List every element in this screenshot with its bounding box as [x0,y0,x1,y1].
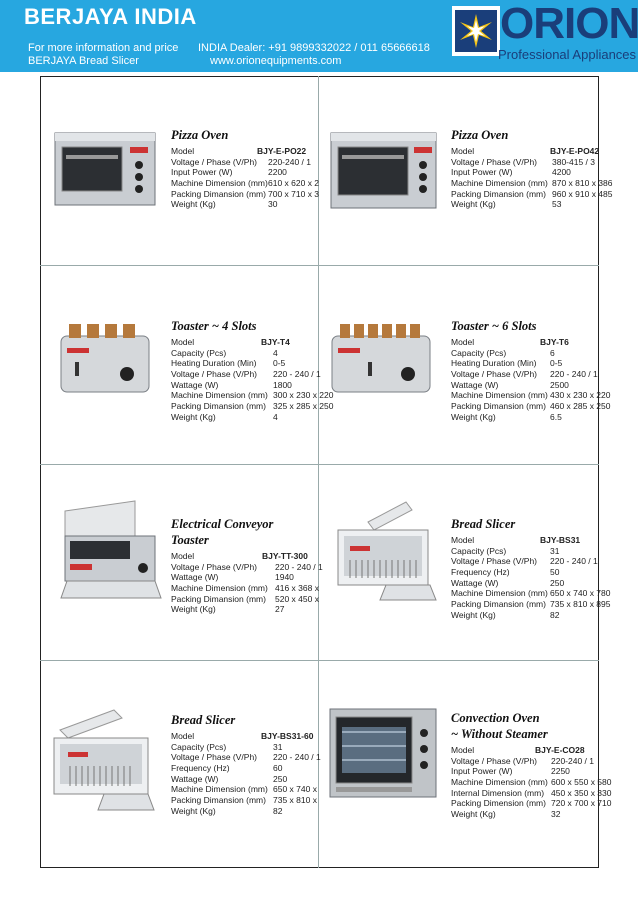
spec-value: 325 x 285 x 250 [273,401,334,412]
spec-value: 60 [273,763,283,774]
spec-label: Model [171,731,195,741]
spec-row [171,731,318,742]
model-number: BJY-TT-300 [262,551,308,561]
spec-row [451,809,600,820]
spec-label: Model [171,551,195,561]
spec-row [171,412,318,423]
model-number: BJY-E-PO42 [550,146,600,156]
spec-value: 4200 [552,167,571,178]
spec-label: Machine Dimension (mm) [451,588,548,599]
spec-value: 30 [268,199,278,210]
spec-row [171,167,318,178]
spec-label: Wattage (W) [451,379,499,390]
starburst-icon [452,6,500,56]
spec-row [451,798,612,809]
spec-label: Wattage (W) [171,572,219,583]
spec-label: Packing Dimansion (mm) [451,599,546,610]
spec-value: 220 - 240 / 1 [550,369,598,380]
spec-row [171,157,318,168]
spec-row [451,578,600,589]
spec-value: 32 [551,809,561,820]
dealer-phone: INDIA Dealer: +91 9899332022 / 011 65666618 [198,42,430,54]
website-link[interactable]: www.orionequipments.com [210,55,342,67]
spec-value: 720 x 700 x 710 [551,798,612,809]
spec-label: Frequency (Hz) [171,763,230,774]
spec-value: 2200 [268,167,287,178]
spec-label: Machine Dimension (mm) [171,784,268,795]
spec-row [451,358,600,369]
spec-label: Wattage (W) [171,379,219,390]
spec-label: Model [171,146,195,156]
product-title: Electrical Conveyor [171,517,274,531]
spec-row [171,784,318,795]
spec-label: Wattage (W) [171,773,219,784]
spec-row [171,774,318,785]
spec-row [171,369,321,380]
spec-label: Packing Dimansion (mm) [451,188,546,199]
spec-row [171,604,318,615]
spec-label: Weight (Kg) [451,411,496,422]
spec-row [171,390,334,401]
spec-label: Input Power (W) [451,766,513,777]
spec-value: 1800 [273,379,292,390]
convection-oven-image [326,705,441,805]
spec-label: Weight (Kg) [171,199,216,210]
spec-row [451,556,600,567]
spec-label: Weight (Kg) [171,805,216,816]
spec-value: 520 x 450 x [275,593,319,604]
spec-label: Wattage (W) [451,577,499,588]
product-title: Pizza Oven [451,128,509,142]
model-number: BJY-E-CO28 [535,745,585,755]
spec-label: Heating Duration (Min) [171,358,257,369]
spec-value: 220-240 / 1 [268,156,312,167]
spec-row [171,561,323,573]
spec-row [171,401,334,412]
spec-value: 735 x 810 x [273,795,317,806]
product-block [171,712,321,842]
spec-label: Capacity (Pcs) [171,347,227,358]
spec-value: 650 x 740 x [273,784,317,795]
spec-value: 700 x 710 x 3 [268,188,320,199]
spec-label: Input Power (W) [451,167,513,178]
spec-value: 27 [275,604,285,615]
spec-row [451,348,600,359]
spec-value: 2500 [550,379,569,390]
spec-row [171,795,318,806]
spec-label: Weight (Kg) [451,809,496,820]
grid-divider [40,660,599,661]
spec-label: Packing Dimansion (mm) [451,401,546,412]
spec-row [171,594,318,605]
spec-label: Weight (Kg) [171,411,216,422]
spec-label: Machine Dimension (mm) [451,178,548,189]
spec-row [451,188,613,200]
spec-label: Voltage / Phase (V/Ph) [451,369,537,380]
spec-label: Machine Dimension (mm) [171,390,268,401]
bread-slicer-image [330,500,440,610]
model-number: BJY-BS31-60 [261,731,314,741]
logo-tagline: Professional Appliances [498,47,637,62]
grid-divider [40,265,599,266]
spec-label: Packing Dimansion (mm) [171,401,266,412]
spec-row [451,546,600,557]
spec-row [451,369,600,380]
grid-divider [40,464,599,465]
spec-value: 220 - 240 / 1 [550,556,598,567]
spec-value: 220 - 240 / 1 [273,752,321,763]
spec-value: 960 x 910 x 485 [552,188,613,199]
pizza-oven-image [50,125,160,215]
spec-row [451,401,611,412]
spec-value: 300 x 230 x 220 [273,390,334,401]
pizza-oven-image [326,125,441,215]
spec-label: Voltage / Phase (V/Ph) [451,755,537,766]
spec-label: Input Power (W) [171,167,233,178]
spec-row [171,146,318,157]
product-title: Toaster ~ 4 Slots [171,319,257,333]
spec-label: Model [451,745,475,755]
spec-value: 6.5 [550,411,562,422]
spec-row [171,551,318,562]
spec-row [171,806,318,817]
spec-row [451,610,600,621]
spec-label: Frequency (Hz) [451,567,510,578]
spec-row [171,583,318,594]
conveyor-toaster-image [55,496,165,606]
spec-value: 600 x 550 x 580 [551,777,612,788]
product-block [171,127,318,257]
spec-row [171,752,321,763]
spec-label: Machine Dimension (mm) [171,178,268,189]
spec-label: Packing Dimansion (mm) [171,188,266,199]
spec-row [451,766,600,777]
model-number: BJY-T4 [261,337,290,347]
spec-label: Packing Dimansion (mm) [171,593,266,604]
spec-row [451,535,600,546]
spec-label: Machine Dimension (mm) [171,583,268,594]
model-number: BJY-T6 [540,337,569,347]
spec-row [451,380,600,391]
info-product: BERJAYA Bread Slicer [28,55,139,67]
spec-value: 416 x 368 x [275,583,319,594]
spec-label: Packing Dimension (mm) [451,798,546,809]
spec-value: 4 [273,347,278,358]
product-title: Bread Slicer [171,713,236,727]
spec-row [171,380,318,391]
spec-label: Voltage / Phase (V/Ph) [171,156,257,167]
spec-row [171,572,318,583]
spec-row [171,178,318,189]
spec-label: Voltage / Phase (V/Ph) [451,556,537,567]
spec-label: Capacity (Pcs) [171,741,227,752]
spec-value: 0-5 [273,358,286,369]
spec-value: 0-5 [550,358,563,369]
spec-value: 220 - 240 / 1 [275,561,323,572]
product-title: ~ Without Steamer [451,727,548,741]
spec-label: Packing Dimansion (mm) [171,795,266,806]
spec-row [171,763,318,774]
spec-label: Weight (Kg) [171,604,216,615]
header-banner [0,0,638,72]
product-title: Toaster ~ 6 Slots [451,319,537,333]
spec-row [451,777,612,788]
spec-label: Capacity (Pcs) [451,347,507,358]
spec-value: 450 x 350 x 330 [551,787,612,798]
spec-label: Machine Dimension (mm) [451,390,548,401]
spec-value: 50 [550,567,560,578]
spec-row [451,146,600,157]
spec-label: Voltage / Phase (V/Ph) [171,752,257,763]
spec-row [451,199,600,210]
product-block [171,318,334,448]
spec-value: 735 x 810 x 895 [550,599,611,610]
spec-row [451,756,600,767]
spec-label: Model [451,337,475,347]
spec-row [451,787,612,799]
spec-value: 650 x 740 x 780 [550,588,611,599]
spec-label: Model [171,337,195,347]
spec-label: Machine Dimension (mm) [451,777,548,788]
spec-row [451,167,600,178]
spec-value: 460 x 285 x 250 [550,401,611,412]
spec-row [451,337,600,348]
spec-label: Capacity (Pcs) [451,545,507,556]
spec-row [171,189,318,200]
spec-row [171,742,318,753]
spec-value: 250 [550,577,565,588]
spec-label: Voltage / Phase (V/Ph) [171,369,257,380]
spec-value: 31 [273,741,283,752]
product-title: Toaster [171,533,209,547]
spec-label: Weight (Kg) [451,609,496,620]
spec-row [451,745,600,756]
spec-row [451,178,613,189]
spec-value: 220-240 / 1 [551,755,595,766]
spec-label: Weight (Kg) [451,199,496,210]
spec-value: 380-415 / 3 [552,156,596,167]
spec-value: 220 - 240 / 1 [273,369,321,380]
product-block [171,516,323,646]
spec-value: 82 [273,805,283,816]
spec-label: Voltage / Phase (V/Ph) [171,561,257,572]
spec-value: 250 [273,773,288,784]
spec-row [451,567,600,578]
spec-value: 53 [552,199,562,210]
spec-value: 1940 [275,572,294,583]
product-block [451,710,612,840]
spec-value: 6 [550,347,555,358]
model-number: BJY-BS31 [540,535,581,545]
spec-value: 31 [550,545,560,556]
bread-slicer-image [46,700,158,820]
spec-row [171,337,318,348]
model-number: BJY-E-PO22 [257,146,307,156]
brand-title: BERJAYA INDIA [24,4,197,29]
spec-label: Model [451,535,475,545]
spec-value: 610 x 620 x 2 [268,178,320,189]
spec-row [171,348,318,359]
toaster-image [55,318,155,398]
product-title: Pizza Oven [171,128,229,142]
spec-label: Internal Dimension (mm) [451,787,545,798]
spec-label: Voltage / Phase (V/Ph) [451,156,537,167]
spec-value: 870 x 810 x 386 [552,178,613,189]
spec-label: Heating Duration (Min) [451,358,537,369]
spec-row [451,157,600,168]
spec-row [171,358,318,369]
toaster-image [326,318,436,398]
spec-value: 2250 [551,766,570,777]
spec-row [451,588,611,599]
product-title: Bread Slicer [451,517,516,531]
logo-name: ORION [500,0,639,48]
spec-value: 430 x 230 x 220 [550,390,611,401]
spec-label: Model [451,146,475,156]
spec-row [451,390,611,401]
spec-row [451,412,600,423]
product-block [451,516,611,646]
spec-row [451,599,611,610]
spec-row [171,199,318,210]
spec-value: 82 [550,609,560,620]
product-block [451,318,611,448]
product-title: Convection Oven [451,711,540,725]
info-text: For more information and price [28,42,179,54]
spec-value: 4 [273,411,278,422]
product-block [451,127,613,257]
